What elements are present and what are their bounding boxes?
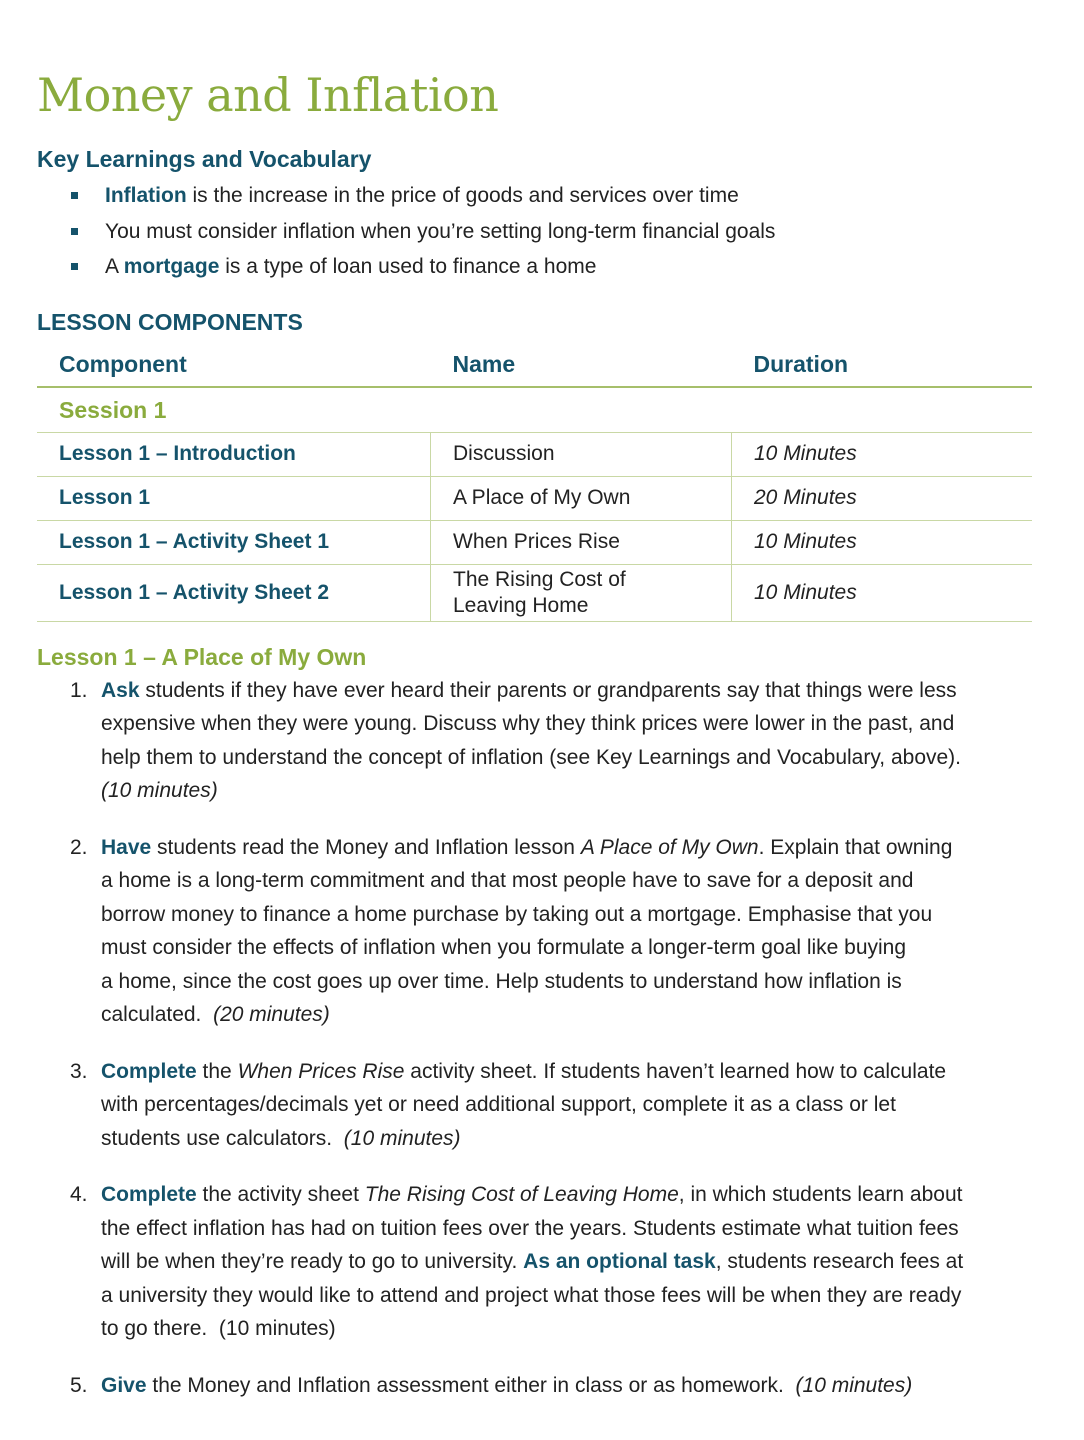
list-item: You must consider inflation when you’re setting long-term financial goals — [71, 214, 1032, 250]
name-cell: The Rising Cost of Leaving Home — [431, 564, 732, 621]
list-item: 4. Complete the activity sheet The Rising Cost of Leaving Home, in which students learn about the effect inflation has had on tuition fees over the years. Students estimate what tuition fees will be when they’re ready to go to university. As an optional task, students research fees at a university they would like to attend and project what those fees will be when they are ready to go there. (10 minutes) — [37, 1178, 1032, 1346]
step-number: 3. — [70, 1059, 88, 1083]
lesson-steps — [37, 674, 1032, 1403]
duration-cell: 20 Minutes — [732, 476, 1033, 520]
table-row — [37, 520, 1032, 564]
step-number: 5. — [70, 1373, 88, 1397]
column-header: Duration — [732, 343, 1033, 387]
table-row — [37, 476, 1032, 520]
session-row — [37, 387, 1032, 433]
list-item: Inflation is the increase in the price of goods and services over time — [71, 178, 1032, 214]
list-item: A mortgage is a type of loan used to finance a home — [71, 249, 1032, 285]
list-item: 2. Have students read the Money and Inflation lesson A Place of My Own. Explain that owning a home is a long-term commitment and that most people have to save for a deposit and borrow money to finance a home purchase by taking out a mortgage. Emphasise that you must consider the effects of inflation when you formulate a longer-term goal like buying a home, since the cost goes up over time. Help students to understand how inflation is calculated. (20 minutes) — [37, 831, 1032, 1032]
duration-cell: 10 Minutes — [732, 520, 1033, 564]
step-number: 2. — [70, 835, 88, 859]
name-cell: A Place of My Own — [431, 476, 732, 520]
lesson-heading: Lesson 1 – A Place of My Own — [37, 643, 367, 670]
component-cell: Lesson 1 – Introduction — [37, 432, 431, 476]
key-learnings-heading: Key Learnings and Vocabulary — [37, 146, 372, 172]
name-cell: When Prices Rise — [431, 520, 732, 564]
page — [37, 62, 1032, 1425]
component-cell: Lesson 1 – Activity Sheet 2 — [37, 564, 431, 621]
key-learnings-list — [37, 178, 1032, 285]
column-header: Component — [37, 343, 431, 387]
lesson-components-heading: LESSON COMPONENTS — [37, 308, 303, 335]
table-header-row — [37, 343, 1032, 387]
step-number: 4. — [70, 1183, 88, 1206]
table-row — [37, 564, 1032, 621]
component-cell: Lesson 1 – Activity Sheet 1 — [37, 520, 431, 564]
duration-cell: 10 Minutes — [732, 564, 1033, 621]
component-cell: Lesson 1 — [37, 476, 431, 520]
page-title: Money and Inflation — [37, 68, 499, 122]
table-row — [37, 432, 1032, 476]
lesson-components-table — [37, 343, 1032, 622]
list-item: 1. Ask students if they have ever heard their parents or grandparents say that things were less expensive when they were young. Discuss why they think prices were lower in the past, and help them to understand the concept of inflation (see Key Learnings and Vocabulary, above). (10 minutes) — [37, 674, 1032, 808]
name-cell: Discussion — [431, 432, 732, 476]
column-header: Name — [431, 343, 732, 387]
list-item: 3. Complete the When Prices Rise activity sheet. If students haven’t learned how to calculate with percentages/decimals yet or need additional support, complete it as a class or let students use calculators. (10 minutes) — [37, 1055, 1032, 1156]
step-number: 1. — [70, 678, 88, 702]
list-item: 5. Give the Money and Inflation assessment either in class or as homework. (10 minutes) — [37, 1369, 1032, 1403]
session-label: Session 1 — [37, 387, 1032, 433]
duration-cell: 10 Minutes — [732, 432, 1033, 476]
